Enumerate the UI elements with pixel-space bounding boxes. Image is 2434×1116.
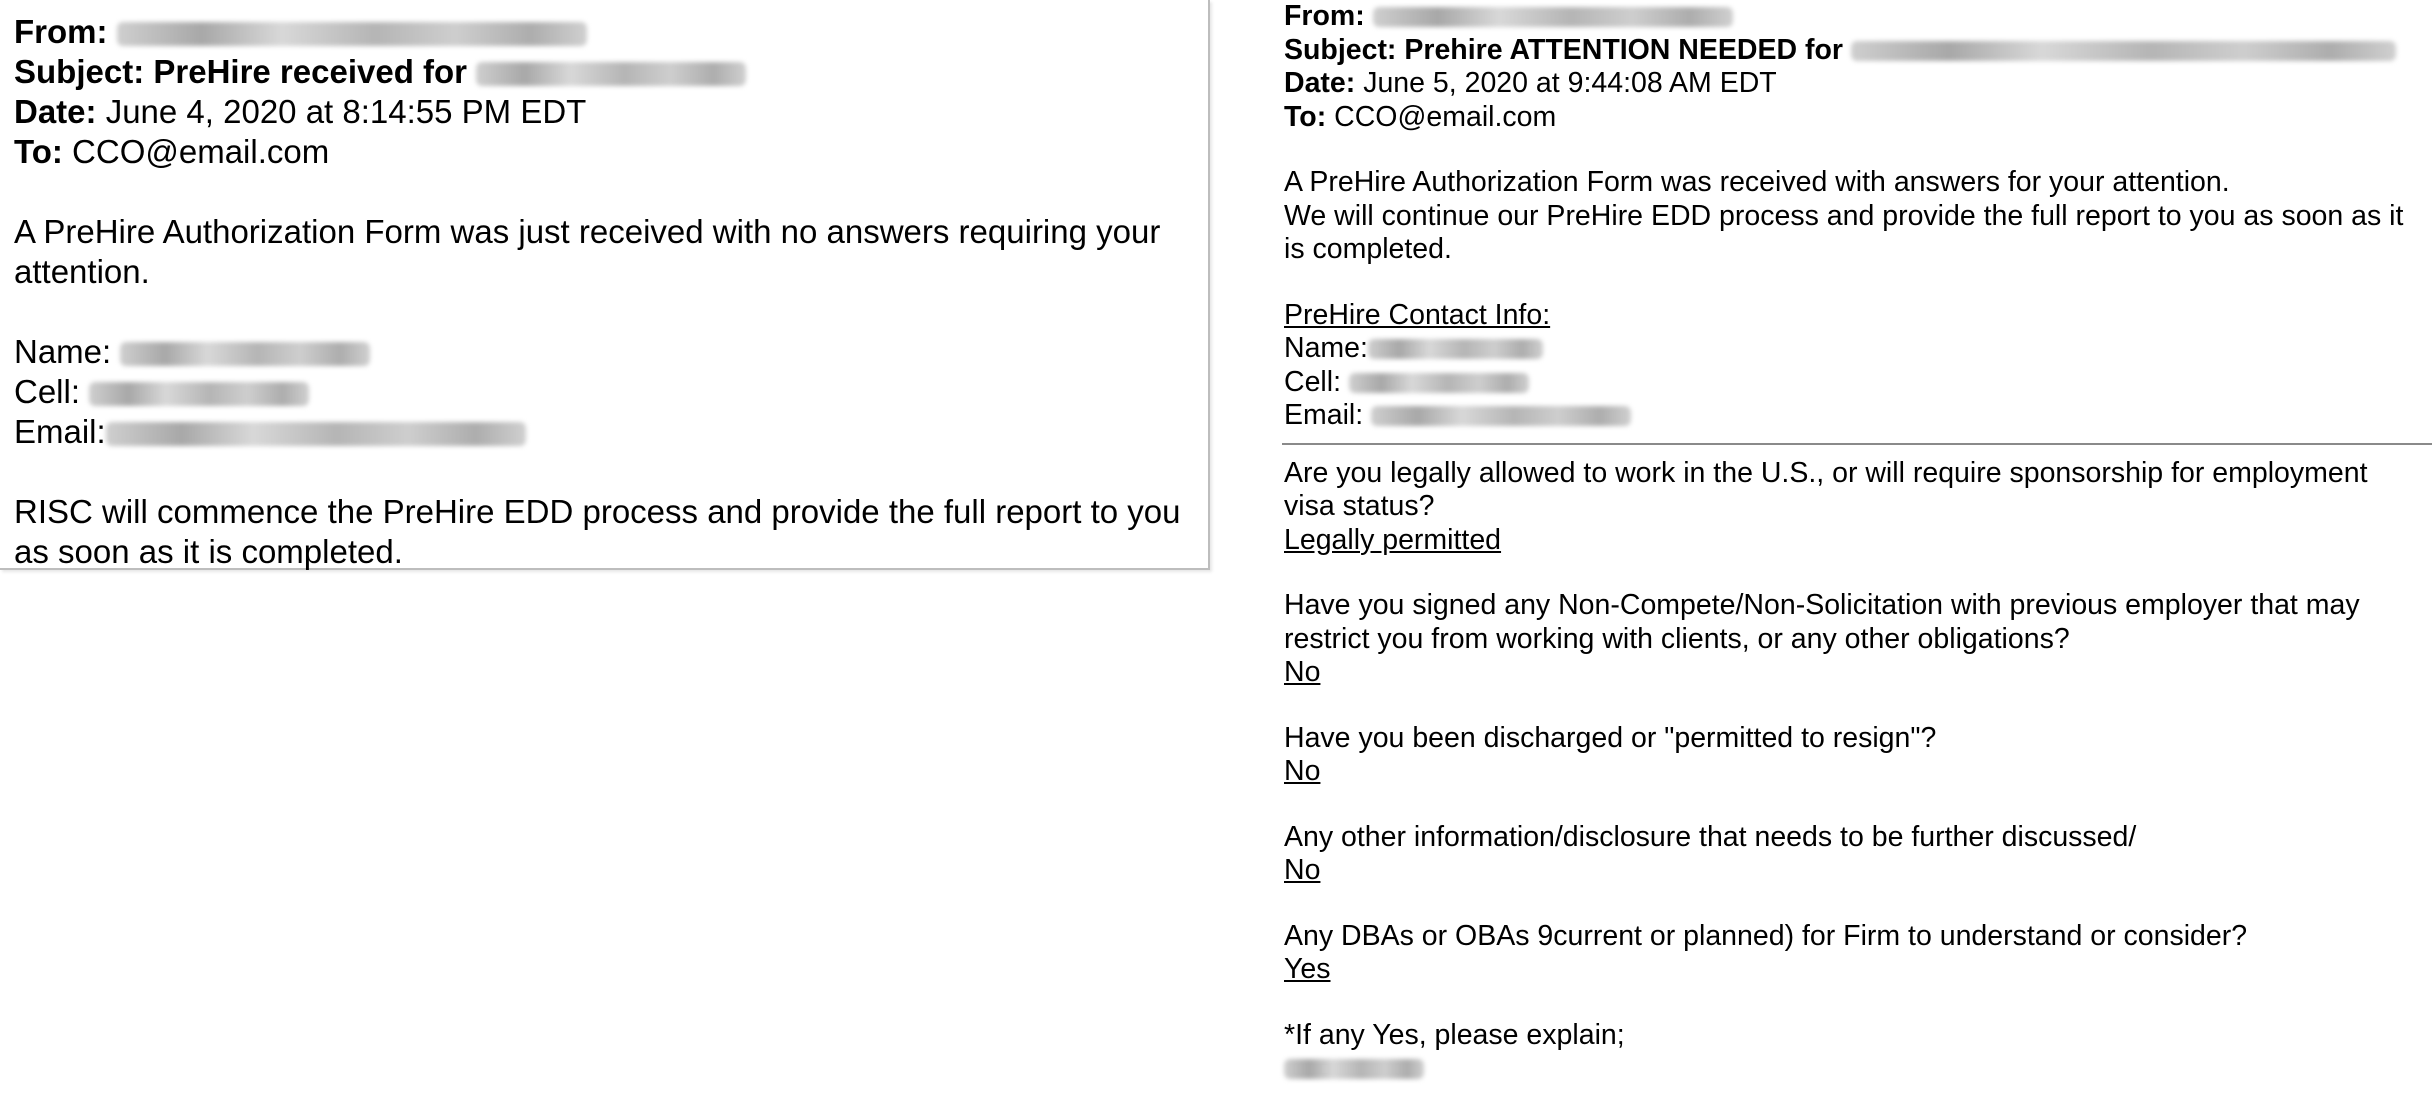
to-row bbox=[1284, 101, 2434, 135]
from-label: From: bbox=[1284, 0, 1365, 32]
question-block bbox=[1284, 457, 2434, 558]
question-block bbox=[1284, 722, 2434, 789]
question-text: restrict you from working with clients, or any other obligations? bbox=[1284, 622, 2070, 655]
subject-row bbox=[1284, 34, 2434, 68]
intro-line-1: A PreHire Authorization Form was just received with no answers requiring your bbox=[14, 213, 1161, 250]
question-block bbox=[1284, 821, 2434, 888]
from-row bbox=[1284, 0, 2434, 34]
question-block bbox=[1284, 589, 2434, 690]
question-text: Have you been discharged or "permitted to resign"? bbox=[1284, 721, 1937, 754]
explain-row bbox=[1284, 1052, 2434, 1086]
date-value: June 5, 2020 at 9:44:08 AM EDT bbox=[1363, 67, 1777, 99]
cell-label: Cell: bbox=[1284, 365, 1342, 398]
name-label: Name: bbox=[1284, 332, 1368, 364]
name-row bbox=[14, 332, 1208, 372]
subject-label: Subject: bbox=[1284, 33, 1397, 66]
question-text: Have you signed any Non-Compete/Non-Solicitation with previous employer that may bbox=[1284, 589, 2360, 621]
question-text: Are you legally allowed to work in the U.S., or will require sponsorship for employment bbox=[1284, 456, 2368, 489]
redacted-name bbox=[120, 342, 370, 366]
subject-text: Prehire ATTENTION NEEDED for bbox=[1404, 33, 1843, 66]
redacted-email bbox=[1371, 406, 1631, 426]
date-row bbox=[1284, 67, 2434, 101]
redacted-cell bbox=[89, 382, 309, 406]
intro-line-3: is completed. bbox=[1284, 233, 1452, 265]
question-block bbox=[1284, 920, 2434, 987]
contact-name-row bbox=[1284, 332, 2434, 366]
redacted-explanation bbox=[1284, 1059, 1424, 1079]
closing-line-2: as soon as it is completed. bbox=[14, 533, 403, 570]
cell-label: Cell: bbox=[14, 373, 81, 410]
to-value: CCO@email.com bbox=[72, 133, 330, 170]
question-text: Any DBAs or OBAs 9current or planned) for Firm to understand or consider? bbox=[1284, 919, 2248, 952]
email-label: Email: bbox=[14, 413, 106, 450]
date-value: June 4, 2020 at 8:14:55 PM EDT bbox=[105, 93, 587, 130]
to-row bbox=[14, 132, 1208, 172]
from-label: From: bbox=[14, 13, 108, 50]
to-value: CCO@email.com bbox=[1334, 100, 1557, 133]
email-panel-prehire-attention bbox=[1284, 0, 2434, 1116]
subject-text: PreHire received for bbox=[153, 53, 468, 90]
date-label: Date: bbox=[1284, 67, 1356, 99]
from-row bbox=[14, 12, 1208, 52]
redacted-candidate-name bbox=[476, 62, 746, 86]
redacted-email bbox=[106, 422, 526, 446]
cell-row bbox=[14, 372, 1208, 412]
contact-email-row bbox=[1284, 399, 2434, 433]
to-label: To: bbox=[1284, 100, 1327, 133]
intro-line-2: attention. bbox=[14, 253, 150, 290]
name-label: Name: bbox=[14, 333, 112, 370]
email-label: Email: bbox=[1284, 399, 1364, 431]
explain-label: *If any Yes, please explain; bbox=[1284, 1018, 1625, 1051]
redacted-cell bbox=[1349, 373, 1529, 393]
redacted-sender bbox=[117, 22, 587, 46]
contact-cell-row bbox=[1284, 366, 2434, 400]
intro-line-2: We will continue our PreHire EDD process and provide the full report to you as soon as it bbox=[1284, 199, 2404, 232]
email-panel-prehire-received bbox=[0, 0, 1210, 570]
email-row bbox=[14, 412, 1208, 452]
subject-label: Subject: bbox=[14, 53, 145, 90]
answer-text: No bbox=[1284, 656, 1321, 688]
to-label: To: bbox=[14, 133, 63, 170]
redacted-name bbox=[1368, 339, 1543, 359]
question-text: Any other information/disclosure that needs to be further discussed/ bbox=[1284, 820, 2137, 853]
redacted-candidate-name bbox=[1851, 41, 2396, 61]
date-label: Date: bbox=[14, 93, 97, 130]
section-divider bbox=[1282, 443, 2432, 445]
date-row bbox=[14, 92, 1208, 132]
question-text: visa status? bbox=[1284, 490, 1435, 522]
subject-row bbox=[14, 52, 1208, 92]
answer-text: No bbox=[1284, 755, 1321, 787]
intro-line-1: A PreHire Authorization Form was received with answers for your attention. bbox=[1284, 166, 2230, 198]
answer-text: Legally permitted bbox=[1284, 523, 1502, 556]
answer-text: No bbox=[1284, 854, 1321, 886]
answer-text: Yes bbox=[1284, 953, 1331, 985]
redacted-sender bbox=[1373, 7, 1733, 27]
contact-info-heading: PreHire Contact Info: bbox=[1284, 298, 1551, 331]
closing-line-1: RISC will commence the PreHire EDD process and provide the full report to you bbox=[14, 493, 1181, 530]
